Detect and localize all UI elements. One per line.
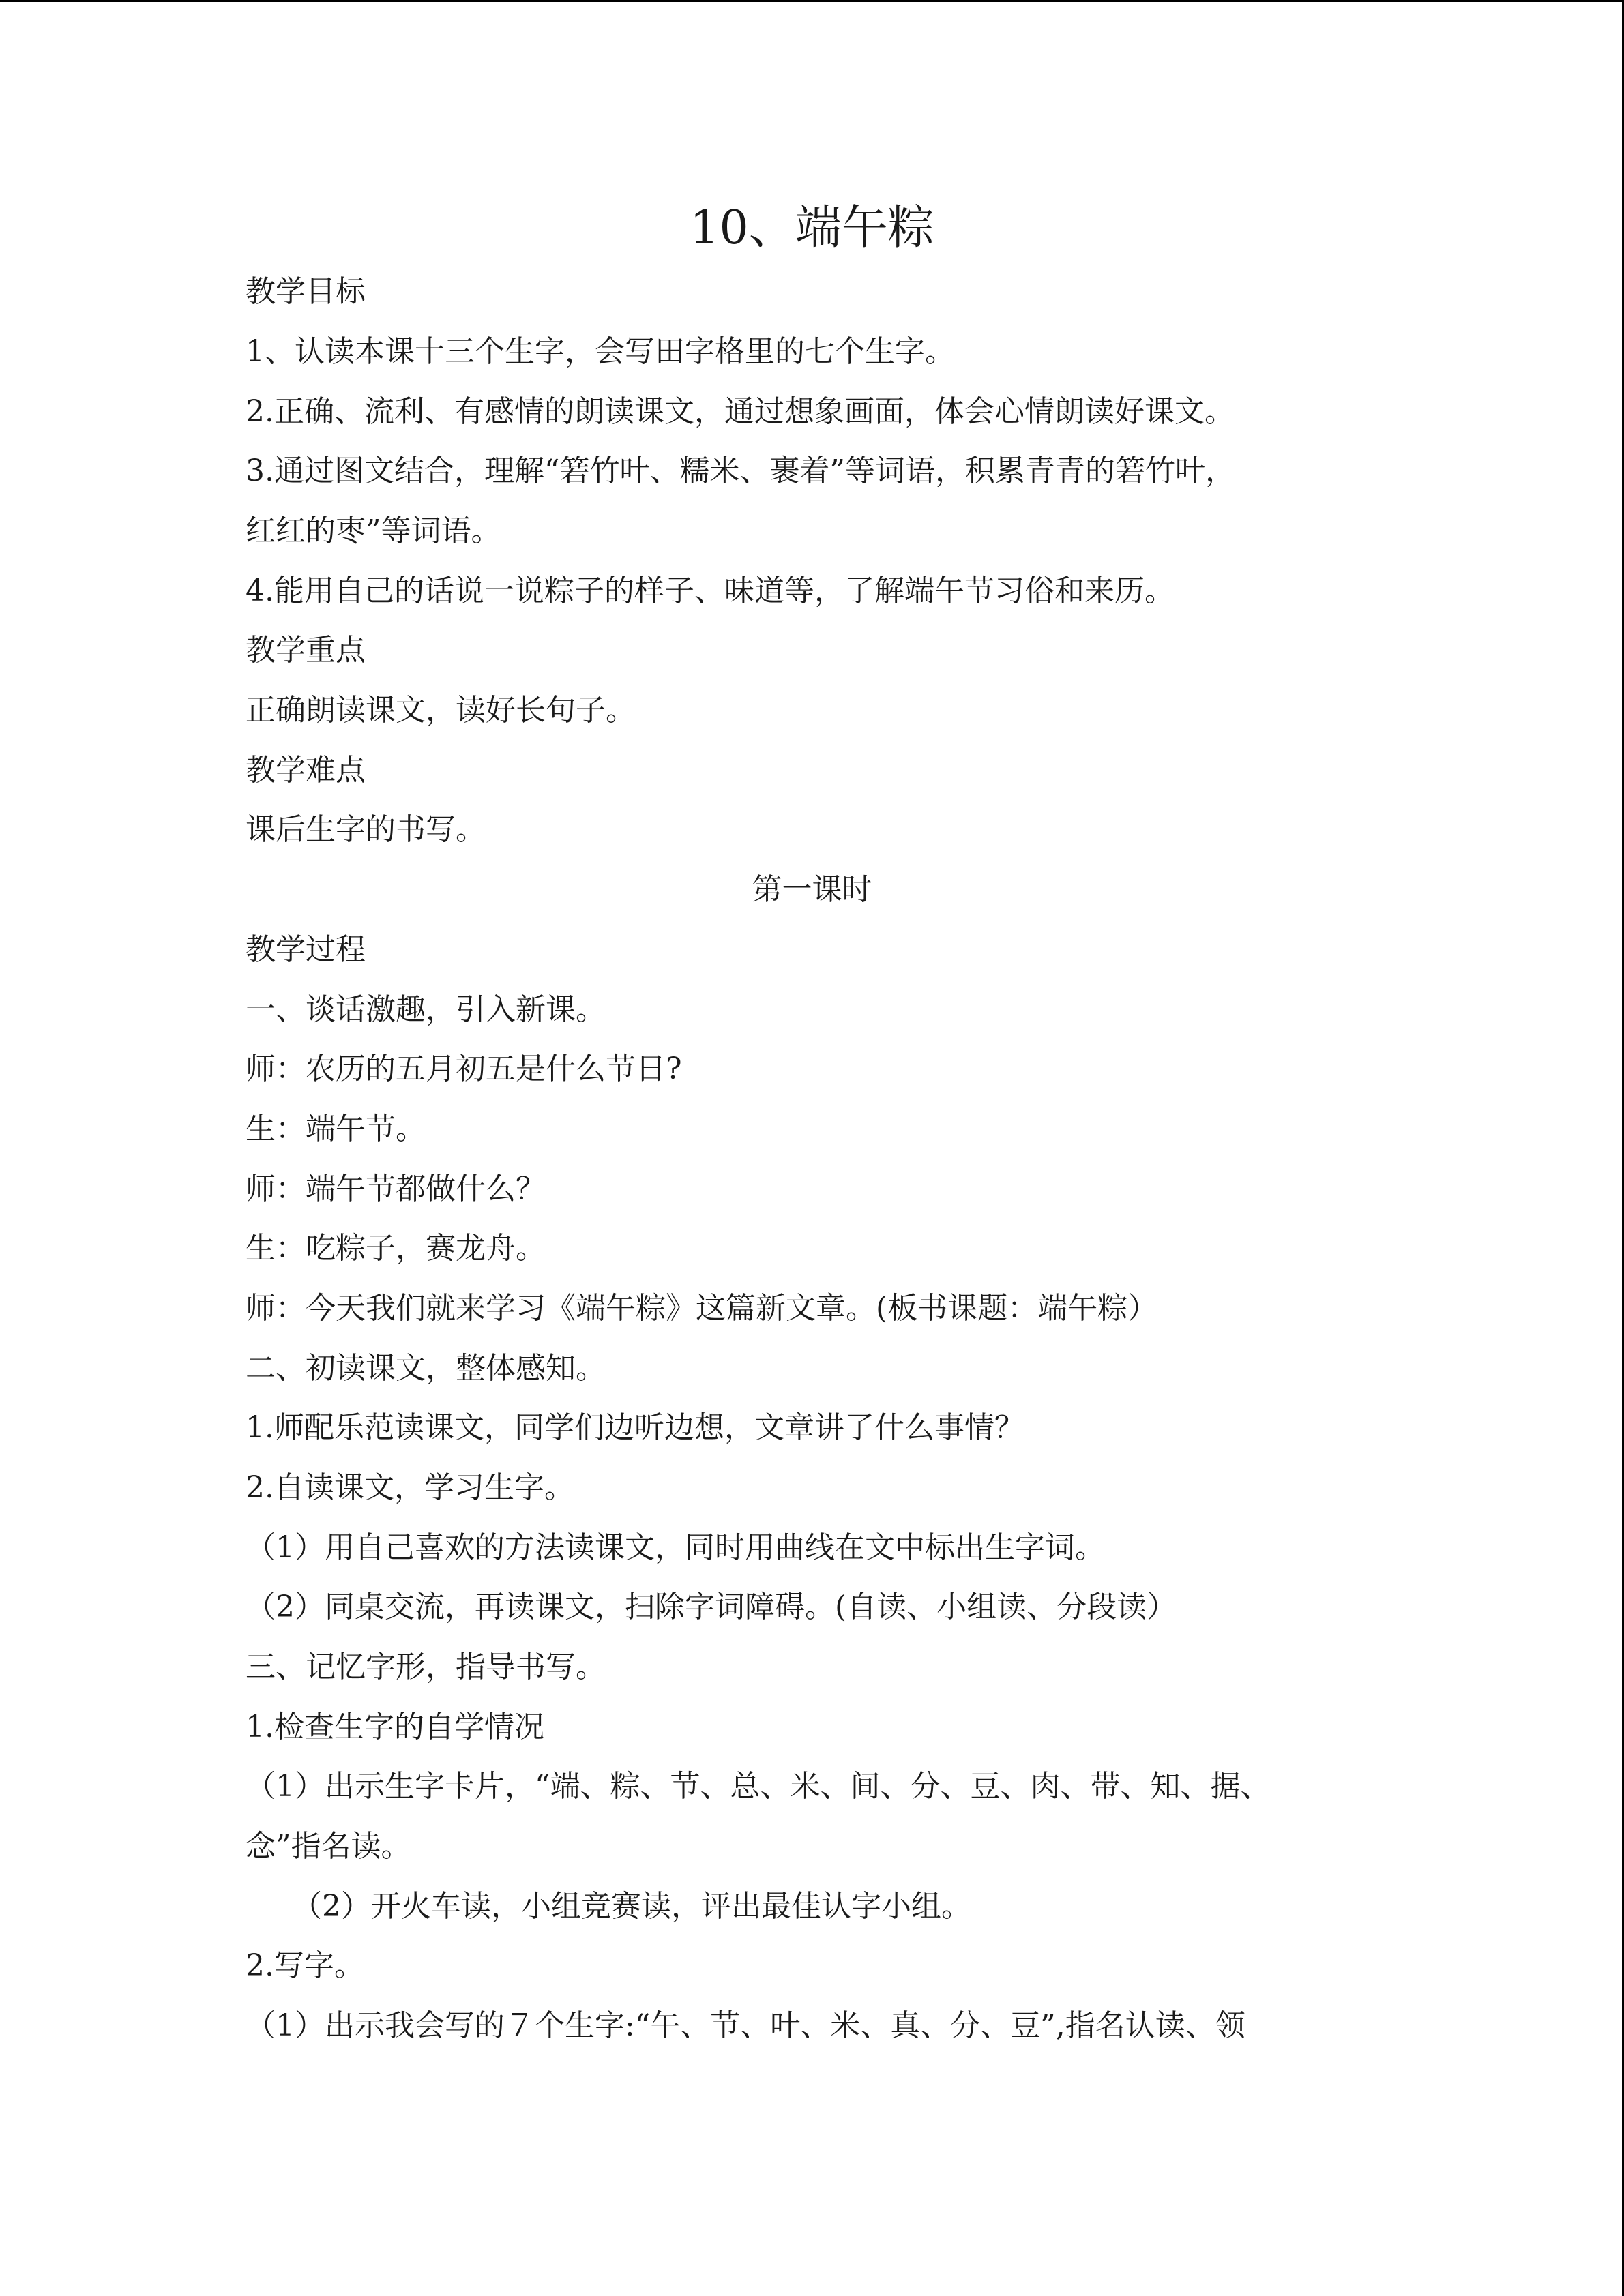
step-heading: 一、谈话激趣，引入新课。 [246, 992, 606, 1027]
sub-item: （1）用自己喜欢的方法读课文，同时用曲线在文中标出生字词。 [246, 1530, 1105, 1565]
dialogue-line: 生：吃粽子，赛龙舟。 [246, 1231, 546, 1266]
dialogue-line: 生：端午节。 [246, 1112, 426, 1146]
paragraph: 正确朗读课文，读好长句子。 [246, 693, 636, 728]
sub-item: （1）出示生字卡片，“端、粽、节、总、米、间、分、豆、肉、带、知、据、 [246, 1769, 1271, 1804]
paragraph: 1.检查生字的自学情况 [246, 1710, 544, 1744]
objective-item: 2.正确、流利、有感情的朗读课文，通过想象画面，体会心情朗读好课文。 [246, 394, 1235, 429]
section-heading-objectives: 教学目标 [246, 274, 366, 309]
sub-item: （2）同桌交流，再读课文，扫除字词障碍。(自读、小组读、分段读） [246, 1590, 1177, 1624]
dialogue-line: 师：今天我们就来学习《端午粽》这篇新文章。(板书课题：端午粽） [246, 1291, 1158, 1326]
page-border-top [0, 0, 1624, 2]
sub-item-continued: 念”指名读。 [246, 1829, 411, 1864]
lesson-title: 10、端午粽 [690, 201, 934, 255]
step-heading: 三、记忆字形，指导书写。 [246, 1650, 606, 1684]
sub-item: （1）出示我会写的７个生字:“午、节、叶、米、真、分、豆”,指名认读、领 [246, 2008, 1245, 2043]
section-heading-difficulties: 教学难点 [246, 753, 366, 788]
objective-item: 4.能用自己的话说一说粽子的样子、味道等，了解端午节习俗和来历。 [246, 573, 1175, 608]
dialogue-line: 师：农历的五月初五是什么节日? [246, 1052, 682, 1086]
objective-item: 3.通过图文结合，理解“箬竹叶、糯米、裹着”等词语，积累青青的箬竹叶， [246, 453, 1235, 488]
dialogue-line: 师：端午节都做什么？ [246, 1172, 546, 1206]
step-heading: 二、初读课文，整体感知。 [246, 1351, 606, 1386]
paragraph: 课后生字的书写。 [246, 812, 486, 847]
objective-item: 1、认读本课十三个生字，会写田字格里的七个生字。 [246, 334, 955, 369]
paragraph: 2.自读课文，学习生字。 [246, 1470, 574, 1505]
objective-item-continued: 红红的枣”等词语。 [246, 513, 501, 548]
section-heading-key-points: 教学重点 [246, 633, 366, 668]
session-heading: 第一课时 [752, 872, 872, 907]
paragraph: 1.师配乐范读课文，同学们边听边想，文章讲了什么事情？ [246, 1410, 1024, 1445]
section-heading-process: 教学过程 [246, 932, 366, 967]
paragraph: 2.写字。 [246, 1948, 364, 1983]
sub-item: （2）开火车读，小组竞赛读，评出最佳认字小组。 [292, 1889, 971, 1924]
